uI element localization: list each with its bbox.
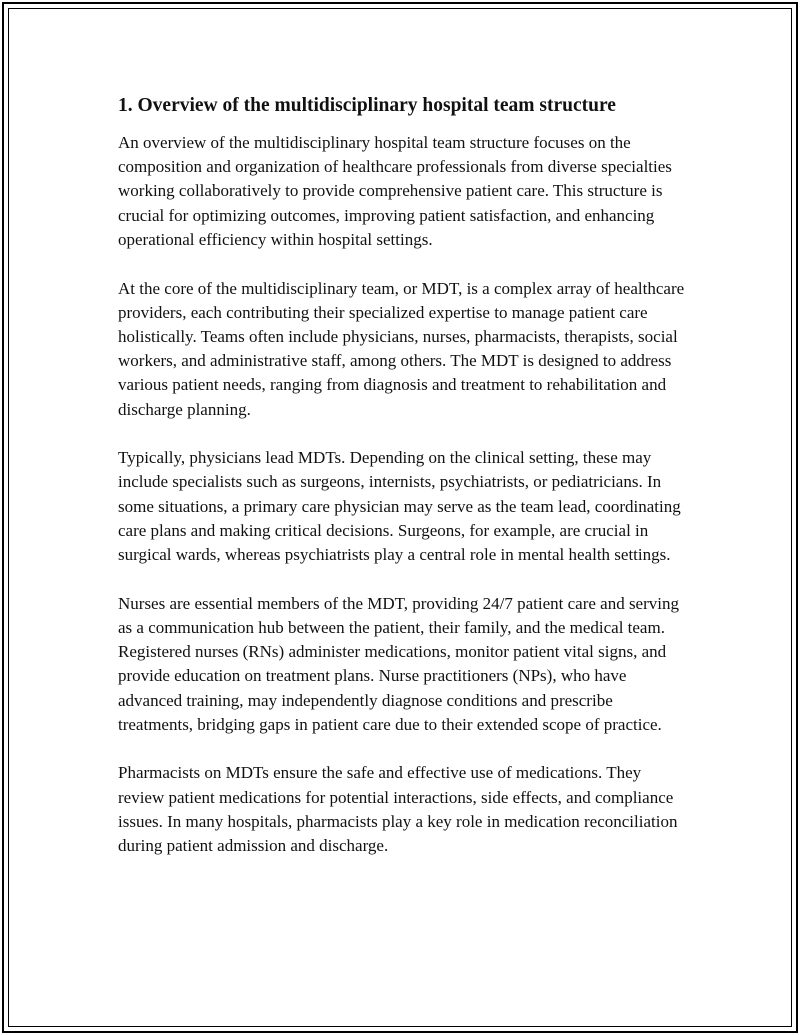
paragraph-mdt-core: At the core of the multidisciplinary team, or MDT, is a complex array of healthcare providers, each contributing their specialized expertise to manage patient care holistically. Teams often include physicians, nurses, pharmacists, therapists, social workers, and administrative staff, among others. The MDT is designed to address various patient needs, ranging from diagnosis and treatment to rehabilitation and discharge planning. <box>118 278 685 419</box>
document-body <box>118 94 688 883</box>
section-heading: 1. Overview of the multidisciplinary hospital team structure <box>118 95 616 116</box>
paragraph-physicians: Typically, physicians lead MDTs. Depending on the clinical setting, these may include specialists such as surgeons, internists, psychiatrists, or pediatricians. In some situations, a primary care physician may serve as the team lead, coordinating care plans and making critical decisions. Surgeons, for example, are crucial in surgical wards, whereas psychiatrists play a central role in mental health settings. <box>118 448 681 565</box>
paragraph-pharmacists: Pharmacists on MDTs ensure the safe and effective use of medications. They review patient medications for potential interactions, side effects, and compliance issues. In many hospitals, pharmacists play a key role in medication reconciliation during patient admission and discharge. <box>118 763 678 856</box>
paragraph-overview: An overview of the multidisciplinary hospital team structure focuses on the composition and organization of healthcare professionals from diverse specialties working collaboratively to provide comprehensive patient care. This structure is crucial for optimizing outcomes, improving patient satisfaction, and enhancing operational efficiency within hospital settings. <box>118 133 672 249</box>
paragraph-nurses: Nurses are essential members of the MDT, providing 24/7 patient care and serving as a communication hub between the patient, their family, and the medical team. Registered nurses (RNs) administer medications, monitor patient vital signs, and provide education on treatment plans. Nurse practitioners (NPs), who have advanced training, may independently diagnose conditions and prescribe treatments, bridging gaps in patient care due to their extended scope of practice. <box>118 593 679 734</box>
